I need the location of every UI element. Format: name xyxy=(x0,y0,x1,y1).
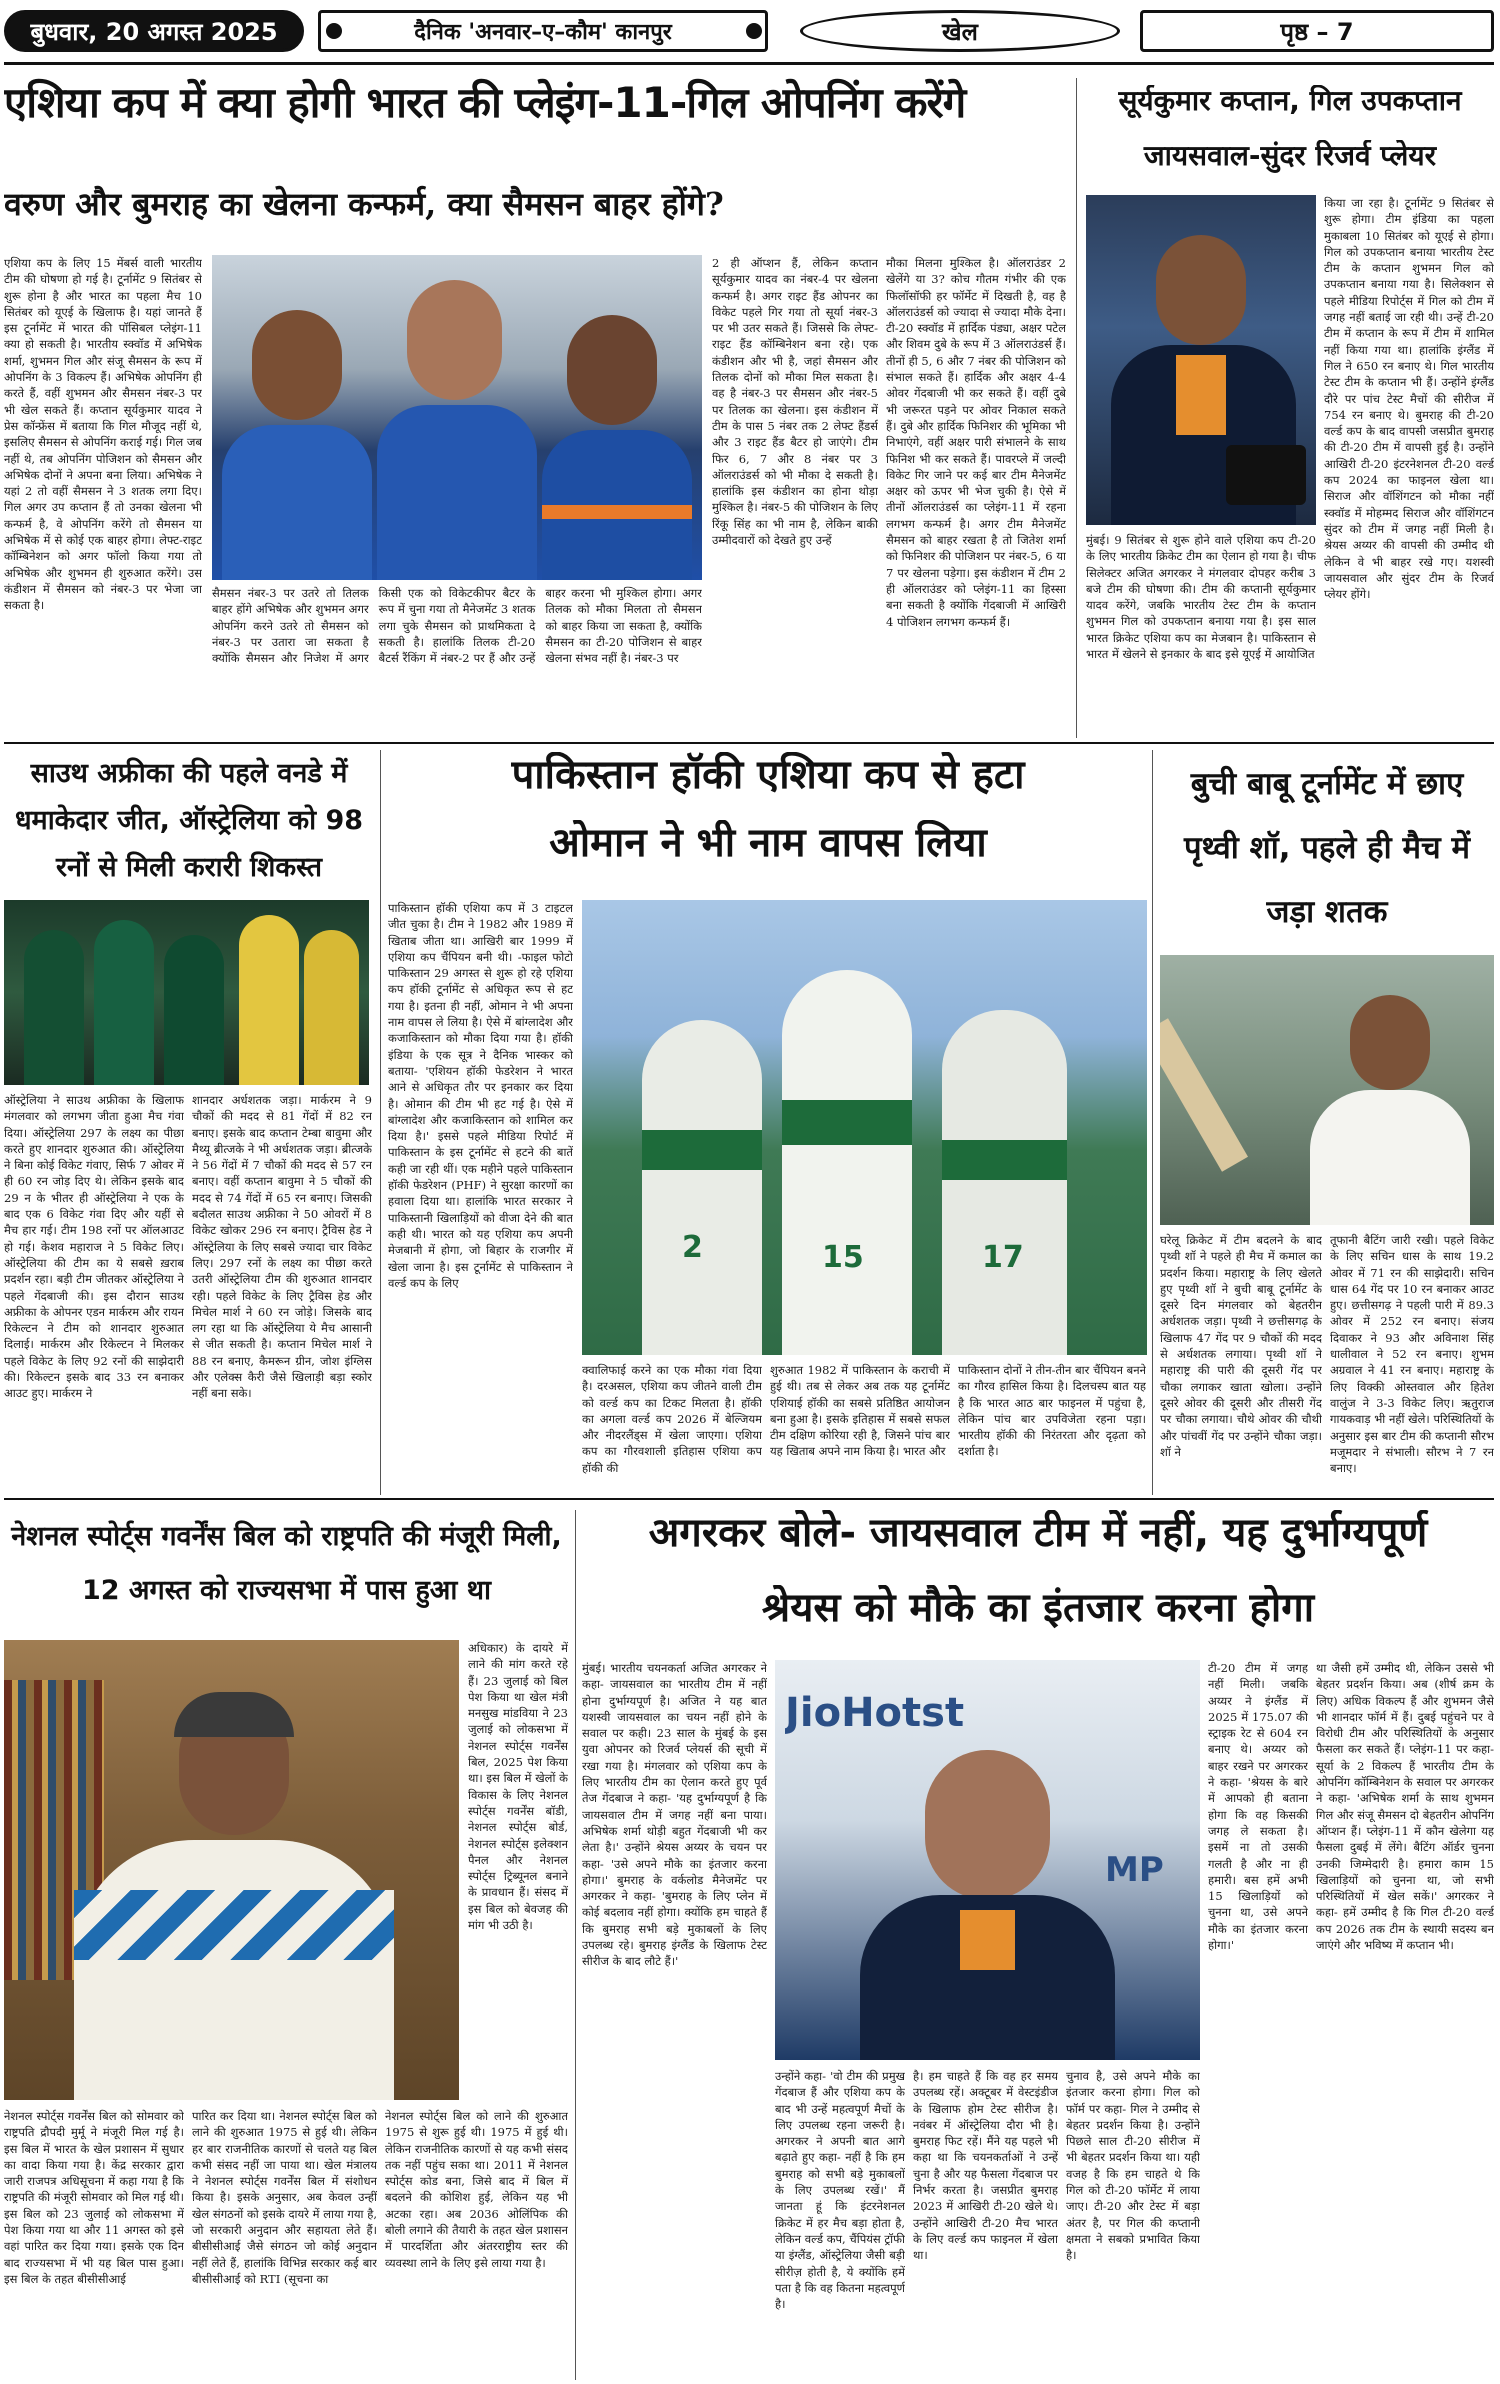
batter-bat xyxy=(1160,1018,1248,1172)
surya-headline-line-1: सूर्यकुमार कप्तान, गिल उपकप्तान xyxy=(1118,85,1462,117)
column-rule-agarkar-left xyxy=(575,1510,576,2380)
team-huddle-photo xyxy=(4,900,369,1085)
shirt-number-left: 2 xyxy=(682,1230,703,1265)
selector-jersey-trim xyxy=(960,1910,1015,1970)
player-1-head xyxy=(252,310,342,420)
bill-column-2: पारित कर दिया था। नेशनल स्पोर्ट्स बिल को लाने की शुरुआत 1975 से हुई थी। लेकिन हर बार राजनीतिक कारणों से चलते यह बिल कभी संसद नहीं जा पाया था। खेल मंत्रालय ने नेशनल स्पोर्ट्स गवर्नेंस बिल में संशोधन किया है। इसके अनुसार, अब केवल उन्हीं खेल संगठनों को इसके दायरे में लाया गया है, जो सरकारी अनुदान और सहायता लेते हैं। बीसीसीआई जैसे संगठन जो कोई अनुदान नहीं लेते हैं, हालांकि विभिन्न सरकार कई बार बीसीसीआई को RTI (सूचना का xyxy=(192,2109,377,2286)
huddle-player-4 xyxy=(239,915,299,1085)
batter-body xyxy=(1310,1090,1470,1225)
asia-cup-subhead: वरुण और बुमराह का खेलना कन्फर्म, क्या सैमसन बाहर होंगे? xyxy=(4,185,724,223)
agarkar-headline-line-1: अगरकर बोले- जायसवाल टीम में नहीं, यह दुर्भाग्यपूर्ण xyxy=(648,1510,1428,1556)
hockey-column-2: क्वालिफाई करने का एक मौका गंवा दिया है। दरअसल, एशिया कप जीतने वाली टीम को वर्ल्ड कप का टिकट मिलता है। हॉकी का अगला वर्ल्ड कप 2026 में बेल्जियम और नीदरलैंड्स में खेला जाएगा। एशिया कप का गौरवशाली इतिहास एशिया कप हॉकी की xyxy=(582,1363,762,1475)
shirt-number-mid: 15 xyxy=(822,1240,864,1275)
player-3-head xyxy=(567,315,657,425)
asia-cup-column-3: 2 ही ऑप्शन हैं, लेकिन कप्तान सूर्यकुमार यादव का नंबर-4 पर खेलना कन्फर्म है। अगर राइट हैंड ओपनर का विकेट पहले गिर गया तो सूर्या नंबर-3 पर भी उतर सकते हैं। जिससे कि लेफ्ट-राइट हैंड कॉम्बिनेशन बना रहे। एक कंडीशन और भी है, जहां सैमसन और तिलक दोनों को मौका मिल सकता है। वह है नंबर-3 पर सैमसन और नंबर-5 पर तिलक का खेलना। इस कंडीशन में टीम के पास 5 नंबर तक 2 लेफ्ट हैंडर्स और 3 राइट हैंड बैटर हो जाएंगे। टीम फिर 6, 7 और 8 नंबर पर 3 ऑलराउंडर्स को भी मौका दे सकती है। हालांकि इस कंडीशन का होना थोड़ा मुश्किल है। नंबर-5 की पोजिशन के लिए रिंकू सिंह का भी नाम है, लेकिन बाकी उम्मीदवारों को देखते हुए उन्हें xyxy=(712,256,878,548)
player-1-jersey xyxy=(222,425,372,580)
section-rule-2 xyxy=(4,1498,1494,1500)
bill-column-1: नेशनल स्पोर्ट्स गवर्नेंस बिल को सोमवार को राष्ट्रपति द्रौपदी मुर्मू ने मंजूरी मिल गई है। इस बिल में भारत के खेल प्रशासन में सुधार का वादा किया गया है। केंद्र सरकार द्वारा जारी राजपत्र अधिसूचना में कहा गया है कि राष्ट्रपति की मंजूरी सोमवार को मिल गई थी। इस बिल को 23 जुलाई को लोकसभा में पेश किया गया था और 11 अगस्त को इसे वहां पारित कर दिया गया। इसके एक दिन बाद राज्यसभा में भी यह बिल पास हुआ। इस बिल के तहत बीसीसीआई xyxy=(4,2109,184,2286)
shaw-headline: बुची बाबू टूर्नामेंट में छाए पृथ्वी शॉ, पहले ही मैच में जड़ा शतक xyxy=(1183,766,1471,930)
aus-column-1: ऑस्ट्रेलिया ने साउथ अफ्रीका के खिलाफ मंगलवार को लगभग जीता हुआ मैच गंवा दिया। ऑस्ट्रेलिया 297 के लक्ष्य का पीछा करते हुए शानदार शुरुआत की। ऑस्ट्रेलिया ने बिना कोई विकेट गंवाए, सिर्फ 7 ओवर में ही 60 रन जोड़ दिए थे। लेकिन इसके बाद 29 न के भीतर ही ऑस्ट्रेलिया ने एक के बाद एक 6 विकेट गंवा दिए और यहीं से मैच हार गई। टीम 198 रनों पर ऑलआउट हो गई। केशव महाराज ने 5 विकेट लिए। ऑस्ट्रेलिया की टीम का ये सबसे ख़राब प्रदर्शन रहा। बड़ी टीम जीतकर ऑस्ट्रेलिया ने पहले गेंदबाजी की। इस दौरान साउथ अफ्रीका के ओपनर एडन मार्करम और रायन रिकेल्टन ने टीम को शानदार शुरुआत दिलाई। मार्करम और रिकेल्टन ने मिलकर पहले विकेट के लिए 92 रनों की साझेदारी की। रिकेल्टन इसके बाद 33 रन बनाकर आउट हुए। मार्करम ने xyxy=(4,1093,184,1401)
agarkar-headline-line-2: श्रेयस को मौके का इंतजार करना होगा xyxy=(761,1585,1315,1631)
player-2-jersey xyxy=(377,405,537,580)
jersey-stripe-1 xyxy=(542,505,692,519)
newspaper-name: दैनिक 'अनवार–ए–कौम' कानपुर xyxy=(414,20,672,45)
hockey-player-1 xyxy=(642,1020,762,1355)
bill-column-narrow: अधिकार) के दायरे में लाने की मांग करते रहे हैं। 23 जुलाई को बिल पेश किया था खेल मंत्री मनसुख मांडविया ने 23 जुलाई को लोकसभा में नेशनल स्पोर्ट्स गवर्नेंस बिल, 2025 पेश किया था। इस बिल में खेलों के विकास के लिए नेशनल स्पोर्ट्स गवर्नेंस बॉडी, नेशनल स्पोर्ट्स बोर्ड, नेशनल स्पोर्ट्स इलेक्शन पैनल और नेशनल स्पोर्ट्स ट्रिब्यूनल बनाने के प्रावधान हैं। संसद में इस बिल को बेवजह की मांग भी उठी है। xyxy=(468,1641,568,1933)
captain-head xyxy=(1156,235,1246,345)
hockey-column-3: शुरुआत 1982 में पाकिस्तान के कराची में हुई थी। तब से लेकर अब तक यह टूर्नामेंट एशियाई हॉकी का सबसे प्रतिष्ठित आयोजन बना हुआ है। इसके इतिहास में सबसे सफल टीम दक्षिण कोरिया रही है, जिसने पांच बार यह खिताब अपने नाम किया है। भारत और xyxy=(770,1363,950,1459)
page-number: पृष्ठ – 7 xyxy=(1280,17,1354,46)
bill-headline: नेशनल स्पोर्ट्स गवर्नेंस बिल को राष्ट्रपति की मंजूरी मिली, 12 अगस्त को राज्यसभा में पास हुआ था xyxy=(11,1521,562,1606)
agarkar-column-1: मुंबई। भारतीय चयनकर्ता अजित अगरकर ने कहा- जायसवाल का भारतीय टीम में नहीं होना दुर्भाग्यपूर्ण है। अजित ने यह बात यशस्वी जायसवाल का चयन नहीं होने के सवाल पर कही। 23 साल के मुंबई के इस युवा ओपनर को रिजर्व प्लेयर्स की सूची में रखा गया है। मंगलवार को एशिया कप के लिए भारतीय टीम का ऐलान करते हुए पूर्व तेज गेंदबाज ने कहा- 'यह दुर्भाग्यपूर्ण है कि जायसवाल टीम में जगह नहीं बना पाया। अभिषेक शर्मा थोड़ी बहुत गेंदबाजी भी कर लेता है।' उन्होंने श्रेयस अय्यर के चयन पर कहा- 'उसे अपने मौके का इंतजार करना होगा।' बुमराह के वर्कलोड मैनेजमेंट पर अगरकर ने कहा- 'बुमराह के लिए प्लेन में कोई बदलाव नहीं होगा। क्योंकि हम चाहते हैं कि बुमराह सभी बड़े मुकाबलों के लिए उपलब्ध रहे। बुमराह इंग्लैंड के खिलाफ टेस्ट सीरीज के बाद लौटे हैं।' xyxy=(582,1661,767,1969)
hockey-celebration-photo xyxy=(582,900,1147,1355)
player-2-head xyxy=(407,280,502,400)
president-portrait-photo xyxy=(4,1640,459,2100)
masthead-bullet-right xyxy=(746,23,762,39)
aus-column-2: शानदार अर्धशतक जड़ा। मार्करम ने 9 चौकों की मदद से 81 गेंदों में 82 रन बनाए। इसके बाद कप्तान टेम्बा बावुमा और मैथ्यू ब्रीत्जके ने भी अर्धशतक जड़ा। ब्रीत्जके ने 56 गेंदों में 7 चौकों की मदद से 57 रन बनाए। वहीं कप्तान बावुमा ने 5 चौकों की मदद से 74 गेंदों में 65 रन बनाए। जिसकी बदौलत साउथ अफ्रीका ने 50 ओवरों में 8 विकेट खोकर 296 रन बनाए। ट्रैविस हेड ने ऑस्ट्रेलिया के लिए सबसे ज्यादा चार विकेट लिए। 297 रनों के लक्ष्य का पीछा करते उतरी ऑस्ट्रेलिया टीम की शुरुआत शानदार रही। पहले विकेट के लिए ट्रैविस हेड और मिचेल मार्श ने 60 रन जोड़े। जिसके बाद लग रहा था कि ऑस्ट्रेलिया ये मैच आसानी से जीत सकती है। कप्तान मिचेल मार्श ने 88 रन बनाए, कैमरून ग्रीन, जोश इंग्लिस और एलेक्स कैरी जैसे खिलाड़ी बड़ा स्कोर नहीं बना सके। xyxy=(192,1093,372,1401)
aus-headline: साउथ अफ्रीका की पहले वनडे में धमाकेदार जीत, ऑस्ट्रेलिया को 98 रनों से मिली करारी शिकस्त xyxy=(14,758,364,883)
press-conference-photo xyxy=(1086,195,1316,525)
saree-border xyxy=(74,1890,394,1960)
asia-cup-column-2: सैमसन नंबर-3 पर उतरे तो तिलक बाहर होंगे अभिषेक और शुभमन अगर ओपनिंग करने उतरे तो सैमसन को नंबर-3 पर उतारा जा सकता है क्योंकि सैमसन और निजेश में अगर किसी एक को विकेटकीपर बैटर के रूप में चुना गया तो मैनेजमेंट 3 शतक लगा चुके सैमसन को प्राथमिकता दे सकती है। हालांकि तिलक टी-20 बैटर्स रैंकिंग में नंबर-2 पर हैं और उन्हें बाहर करना भी मुश्किल होगा। अगर तिलक को मौका मिलता तो सैमसन को बाहर किया जा सकता है, क्योंकि सैमसन का टी-20 पोजिशन से बाहर खेलना संभव नहीं है। नंबर-3 पर xyxy=(212,586,702,666)
surya-column-left: मुंबई। 9 सितंबर से शुरू होने वाले एशिया कप टी-20 के लिए भारतीय क्रिकेट टीम का ऐलान हो गया है। चीफ सिलेक्टर अजित अगरकर ने मंगलवार दोपहर करीब 3 बजे टीम की घोषणा की। टीम की कप्तानी सूर्यकुमार यादव करेंगे, जबकि भारतीय टेस्ट टीम के कप्तान शुभमन गिल को उपकप्तान बनाया गया है। इस साल भारत क्रिकेट एशिया कप का मेजबान है। पाकिस्तान से भारत में खेलने से इनकार के बाद इसे यूएई में आयोजित xyxy=(1086,533,1316,662)
hockey-player-3 xyxy=(942,1010,1067,1355)
selector-head xyxy=(925,1750,1050,1900)
huddle-player-5 xyxy=(304,930,359,1085)
agarkar-column-3: है। हम चाहते हैं कि वह हर समय उपलब्ध रहें। अक्टूबर में वेस्टइंडीज के खिलाफ होम टेस्ट सीरीज है। नवंबर में ऑस्ट्रेलिया दौरा भी है। बुमराह फिट रहें। मैंने यह पहले भी कहा था कि चयनकर्ताओं ने उन्हें चुना है और यह फैसला गेंदबाज पर निर्भर करता है। जसप्रीत बुमराह 2023 में आखिरी टी-20 खेले थे। उन्होंने आखिरी टी-20 मैच भारत के लिए वर्ल्ड कप फाइनल में खेला था। xyxy=(913,2069,1058,2263)
masthead-bullet-left xyxy=(326,23,342,39)
agarkar-column-5: टी-20 टीम में जगह नहीं मिली। जबकि अय्यर ने इंग्लैंड में 2025 में 175.07 की स्ट्राइक रेट से 604 रन बनाए थे। अय्यर को बाहर रखने पर अगरकर ने कहा- 'श्रेयस के बारे में आपको ही बताना होगा कि वह किसकी जगह ले सकता है। इसमें ना तो उसकी गलती है और ना ही हमारी। बस हमें अभी 15 खिलाड़ियों को चुनना था, उसे अपने मौके का इंतजार करना होगा।' xyxy=(1208,1661,1308,1953)
column-rule-right xyxy=(1076,78,1077,738)
hockey-player-2 xyxy=(782,970,912,1355)
president-saree xyxy=(74,1840,394,2100)
hockey-headline-line-2: ओमान ने भी नाम वापस लिया xyxy=(549,820,987,866)
cricket-players-photo xyxy=(212,255,702,580)
hockey-player-2-stripe xyxy=(782,1100,912,1145)
sponsor-board-text-2: MP xyxy=(1105,1850,1164,1890)
section-label: खेल xyxy=(942,17,978,46)
hockey-player-3-stripe xyxy=(942,1140,1067,1180)
column-rule-hockey-left xyxy=(380,750,381,1495)
date-banner xyxy=(4,10,304,52)
huddle-player-2 xyxy=(94,920,154,1085)
surya-headline-line-2: जायसवाल-सुंदर रिजर्व प्लेयर xyxy=(1143,140,1437,172)
hockey-headline-line-1: पाकिस्तान हॉकी एशिया कप से हटा xyxy=(511,752,1025,798)
asia-cup-headline: एशिया कप में क्या होगी भारत की प्लेइंग-11-गिल ओपनिंग करेंगे xyxy=(4,78,966,127)
asia-cup-column-1: एशिया कप के लिए 15 मेंबर्स वाली भारतीय टीम की घोषणा हो गई है। टूर्नामेंट 9 सितंबर से शुरू होना है और भारत का पहला मैच 10 सितंबर को यूएई के खिलाफ है। यहां जानते हैं इस टूर्नामेंट में भारत की पॉसिबल प्लेइंग-11 क्या हो सकती है। भारतीय स्क्वॉड में अभिषेक शर्मा, शुभमन गिल और संजू सैमसन के रूप में ओपनिंग के 3 विकल्प हैं। अभिषेक ओपनिंग ही करते हैं, वहीं शुभमन और सैमसन नंबर-3 पर भी खेल सकते हैं। कप्तान सूर्यकुमार यादव ने प्रेस कॉन्फ्रेंस में बताया कि गिल मौजूद नहीं थे, इसलिए सैमसन से ओपनिंग कराई गई। गिल जब नहीं थे, तब ओपनिंग पोजिशन को सैमसन और अभिषेक दोनों ने अपना बना लिया। अभिषेक ने यहां 2 तो वहीं सैमसन ने 3 शतक लगा दिए। गिल अगर उप कप्तान हैं तो उनका खेलना भी कन्फर्म है, वे ओपनिंग करेंगे तो सैमसन या अभिषेक में से कोई एक बाहर होगा। लेफ्ट-राइट कॉम्बिनेशन को अगर फॉलो किया गया तो अभिषेक और शुभमन ही शुरुआत करेंगे। उस कंडीशन में सैमसन को नंबर-3 पर भेजा जा सकता है। xyxy=(4,256,202,613)
batter-head xyxy=(1350,995,1430,1090)
surya-column-right: किया जा रहा है। टूर्नामेंट 9 सितंबर से शुरू होगा। टीम इंडिया का पहला मुकाबला 10 सितंबर को यूएई से होगा। गिल को उपकप्तान बनाया भारतीय टेस्ट टीम के कप्तान शुभमन गिल को उपकप्तान बनाया गया है। सिलेक्शन से पहले मीडिया रिपोर्ट्स में गिल को टीम में जगह नहीं बताई जा रही थी। उन्हें टी-20 टीम में कप्तान के रूप में टीम में शामिल नहीं किया गया था। हालांकि इंग्लैंड में गिल ने 650 रन बनाए थे। गिल भारतीय टेस्ट टीम के कप्तान भी हैं। उन्होंने इंग्लैंड दौरे पर पांच टेस्ट मैचों की सीरीज में 754 रन बनाए थे। बुमराह की टी-20 वर्ल्ड कप के बाद वापसी जसप्रीत बुमराह की टी-20 टीम में वापसी हुई है। उन्होंने आखिरी टी-20 इंटरनेशनल टी-20 वर्ल्ड कप 2024 का फाइनल खेला था। सिराज और वॉशिंगटन को मौका नहीं स्क्वॉड में मोहम्मद सिराज और वॉशिंगटन सुंदर को टीम में जगह नहीं मिली है। श्रेयस अय्यर की वापसी की उम्मीद थी लेकिन वे भी बाहर रखे गए। यशस्वी जायसवाल और सुंदर टीम के रिजर्व प्लेयर होंगे। xyxy=(1324,196,1494,602)
captain-jersey-trim xyxy=(1176,355,1226,435)
agarkar-column-4: चुनाव है, उसे अपने मौके का इंतजार करना होगा। गिल को फॉर्म पर कहा- गिल ने उम्मीद से बेहतर प्रदर्शन किया है। उन्होंने पिछले साल टी-20 सीरीज में भी बेहतर प्रदर्शन किया था। यही वजह है कि हम चाहते थे कि गिल को टी-20 फॉर्मेट में लाया जाए। टी-20 और टेस्ट में बड़ा अंतर है, पर गिल की कप्तानी क्षमता ने सबको प्रभावित किया है। xyxy=(1066,2069,1200,2263)
shaw-column-2: तूफानी बैटिंग जारी रखी। पहले विकेट के लिए सचिन धास के साथ 19.2 ओवर में 71 रन की साझेदारी। सचिन धास 64 गेंद पर 10 रन बनाकर आउट हुए। छत्तीसगढ़ ने पहली पारी में 89.3 ओवर में 252 रन बनाए। संजय दिवाकर ने 93 और अविनाश सिंह धालीवाल ने 52 रन बनाए। शुभम अग्रवाल ने 41 रन बनाए। महाराष्ट्र के लिए विक्की ओस्तवाल और हितेश वालुंज ने 3-3 विकेट लिए। ऋतुराज गायकवाड़ भी नहीं खेले। परिस्थितियों के अनुसार इस बार टीम की कप्तानी सौरभ मजूमदार ने संभाली। सौरभ ने 7 रन बनाए। xyxy=(1330,1233,1494,1476)
century-celebration-photo xyxy=(1160,955,1494,1225)
huddle-player-3 xyxy=(164,935,224,1085)
press-microphone xyxy=(1226,445,1306,505)
bill-column-3: नेशनल स्पोर्ट्स बिल को लाने की शुरुआत 1975 से शुरू हुई थी। 1975 में हुई थी। लेकिन राजनीतिक कारणों से यह कभी संसद तक नहीं पहुंच सका था। 2011 में नेशनल स्पोर्ट्स कोड बना, जिसे बाद में बिल में बदलने की कोशिश हुई, लेकिन यह भी अटका रहा। अब 2036 ओलिंपिक की बोली लगाने की तैयारी के तहत खेल प्रशासन में पारदर्शिता और अंतरराष्ट्रीय स्तर की व्यवस्था लाने के लिए इसे लाया गया है। xyxy=(385,2109,568,2270)
asia-cup-column-4: मौका मिलना मुश्किल है। ऑलराउंडर 2 खेलेंगे या 3? कोच गौतम गंभीर की एक फिलॉसॉफी हर फॉर्मेट में दिखती है, वह है ऑलराउंडर्स को ज्यादा से ज्यादा मौके देना। टी-20 स्क्वॉड में हार्दिक पंड्या, अक्षर पटेल और शिवम दुबे के रूप में 3 ऑलराउंडर्स हैं। तीनों ही 5, 6 और 7 नंबर की पोजिशन को संभाल सकते हैं। हार्दिक और अक्षर 4-4 ओवर गेंदबाजी भी कर सकते हैं। वहीं दुबे भी जरूरत पड़ने पर ओवर निकाल सकते हैं। दुबे और हार्दिक फिनिशर की भूमिका भी निभाएंगे, वहीं अक्षर पारी संभालने के साथ फिनिश भी कर सकते हैं। पावरप्ले में जल्दी विकेट गिर जाने पर कई बार टीम मैनेजमेंट अक्षर को ऊपर भी भेज चुकी है। ऐसे में तीनों ऑलराउंडर्स का प्लेइंग-11 में रहना लगभग कन्फर्म है। अगर टीम मैनेजमेंट सैमसन को बाहर रखता है तो जितेश शर्मा को फिनिशर की पोजिशन पर नंबर-5, 6 या 7 पर खेलना पड़ेगा। इस कंडीशन में टीम 2 ही ऑलराउंडर को प्लेइंग-11 का हिस्सा बना सकती है क्योंकि गेंदबाजी में आखिरी 4 पोजिशन लगभग कन्फर्म हैं। xyxy=(886,256,1066,629)
page-number-banner xyxy=(1140,10,1494,52)
masthead-rule xyxy=(4,62,1494,65)
shaw-column-1: घरेलू क्रिकेट में टीम बदलने के बाद पृथ्वी शॉ ने पहले ही मैच में कमाल का प्रदर्शन किया। महाराष्ट्र के लिए खेलते हुए पृथ्वी शॉ ने बुची बाबू टूर्नामेंट के दूसरे दिन मंगलवार को बेहतरीन अर्धशतक जड़ा। पृथ्वी ने छत्तीसगढ़ के खिलाफ 47 गेंद पर 9 चौकों की मदद से अर्धशतक लगाया। पृथ्वी शॉ ने महाराष्ट्र की पारी की दूसरी गेंद पर चौका लगाकर खाता खोला। उन्होंने दूसरे ओवर की दूसरी और तीसरी गेंद पर चौका लगाया। चौथे ओवर की चौथी और पांचवीं गेंद पर उन्होंने चौका जड़ा। शॉ ने xyxy=(1160,1233,1322,1459)
agarkar-column-6: था जैसी हमें उम्मीद थी, लेकिन उससे भी बेहतर प्रदर्शन किया। अब (शीर्ष क्रम के लिए) अधिक विकल्प हैं और शुभमन जैसे भी शानदार फॉर्म में हैं। दुबई पहुंचने पर वे विरोधी टीम और परिस्थितियों के अनुसार फैसला कर सकते हैं। प्लेइंग-11 पर कहा- सूर्या के 2 विकल्प हैं भारतीय टीम के ओपनिंग कॉम्बिनेशन के सवाल पर अगरकर ने कहा- 'अभिषेक शर्मा के साथ शुभमन गिल और संजू सैमसन दो बेहतरीन ओपनिंग ऑप्शन हैं। प्लेइंग-11 में कौन खेलेगा यह फैसला दुबई में लेंगे। बैटिंग ऑर्डर चुनना उनकी जिम्मेदारी है। हमारा काम 15 खिलाड़ियों को चुनना था, जो सभी परिस्थितियों में खेल सकें।' अगरकर ने कहा- हमें उम्मीद है कि गिल टी-20 वर्ल्ड कप 2026 तक टीम के स्थायी सदस्य बन जाएंगे और भविष्य में कप्तान भी। xyxy=(1316,1661,1494,1953)
sponsor-board-text: JioHotst xyxy=(785,1690,965,1736)
huddle-player-1 xyxy=(24,930,84,1085)
shirt-number-right: 17 xyxy=(982,1240,1024,1275)
column-rule-shaw-left xyxy=(1152,750,1153,1495)
hockey-column-1: पाकिस्तान हॉकी एशिया कप में 3 टाइटल जीत चुका है। टीम ने 1982 और 1989 में खिताब जीता था। आखिरी बार 1999 में एशिया कप चैंपियन बनी थी। -फाइल फोटो पाकिस्तान 29 अगस्त से शुरू हो रहे एशिया कप हॉकी टूर्नामेंट से अधिकृत रूप से हट गया है। इतना ही नहीं, ओमान ने भी अपना नाम वापस ले लिया है। ऐसे में बांग्लादेश और कजाकिस्तान को मौका दिया गया है। हॉकी इंडिया के एक सूत्र ने दैनिक भास्कर को बताया- 'एशियन हॉकी फेडरेशन ने भारत आने से अधिकृत तौर पर इनकार कर दिया है। ओमान की टीम भी हट गई है। ऐसे में बांग्लादेश और कजाकिस्तान को शामिल कर दिया है।' इससे पहले मीडिया रिपोर्ट में पाकिस्तान के इस टूर्नामेंट से हटने की बातें कही जा रही थीं। एक महीने पहले पाकिस्तान हॉकी फेडरेशन (PHF) ने सुरक्षा कारणों का हवाला दिया था। हालांकि भारत सरकार ने पाकिस्तानी खिलाड़ियों को वीजा देने की बात कही थी। भारत को यह एशिया कप अपनी मेजबानी में होगा, जो बिहार के राजगीर में खेला जाना है। इस टूर्नामेंट से पाकिस्तान ने वर्ल्ड कप के लिए xyxy=(388,901,573,1290)
section-banner xyxy=(800,10,1120,52)
selector-press-photo xyxy=(775,1660,1200,2060)
hockey-player-1-stripe xyxy=(642,1130,762,1170)
hockey-column-4: पाकिस्तान दोनों ने तीन-तीन बार चैंपियन बनने का गौरव हासिल किया है। दिलचस्प बात यह है कि भारत आठ बार फाइनल में पहुंचा है, लेकिन पांच बार उपविजेता रहना पड़ा। भारतीय हॉकी की निरंतरता और दृढ़ता को दर्शाता है। xyxy=(958,1363,1146,1459)
paper-name-banner xyxy=(318,10,768,52)
president-hair xyxy=(174,1692,294,1737)
date-label: बुधवार, 20 अगस्त 2025 xyxy=(30,17,278,46)
agarkar-column-2: उन्होंने कहा- 'वो टीम की प्रमुख गेंदबाज हैं और एशिया कप के बाद भी उन्हें महत्वपूर्ण मैचों के लिए उपलब्ध रहना जरूरी है। अगरकर ने अपनी बात आगे बढ़ाते हुए कहा- नहीं है कि हम बुमराह को सभी बड़े मुकाबलों के लिए उपलब्ध रखें।' मैं जानता हूं कि इंटरनेशनल क्रिकेट में हर मैच बड़ा होता है, लेकिन वर्ल्ड कप, चैंपियंस ट्रॉफी या इंग्लैंड, ऑस्ट्रेलिया जैसी बड़ी सीरीज़ होती है, ये क्योंकि हमें पता है कि वह कितना महत्वपूर्ण है। xyxy=(775,2069,905,2312)
section-rule-1 xyxy=(4,742,1494,744)
